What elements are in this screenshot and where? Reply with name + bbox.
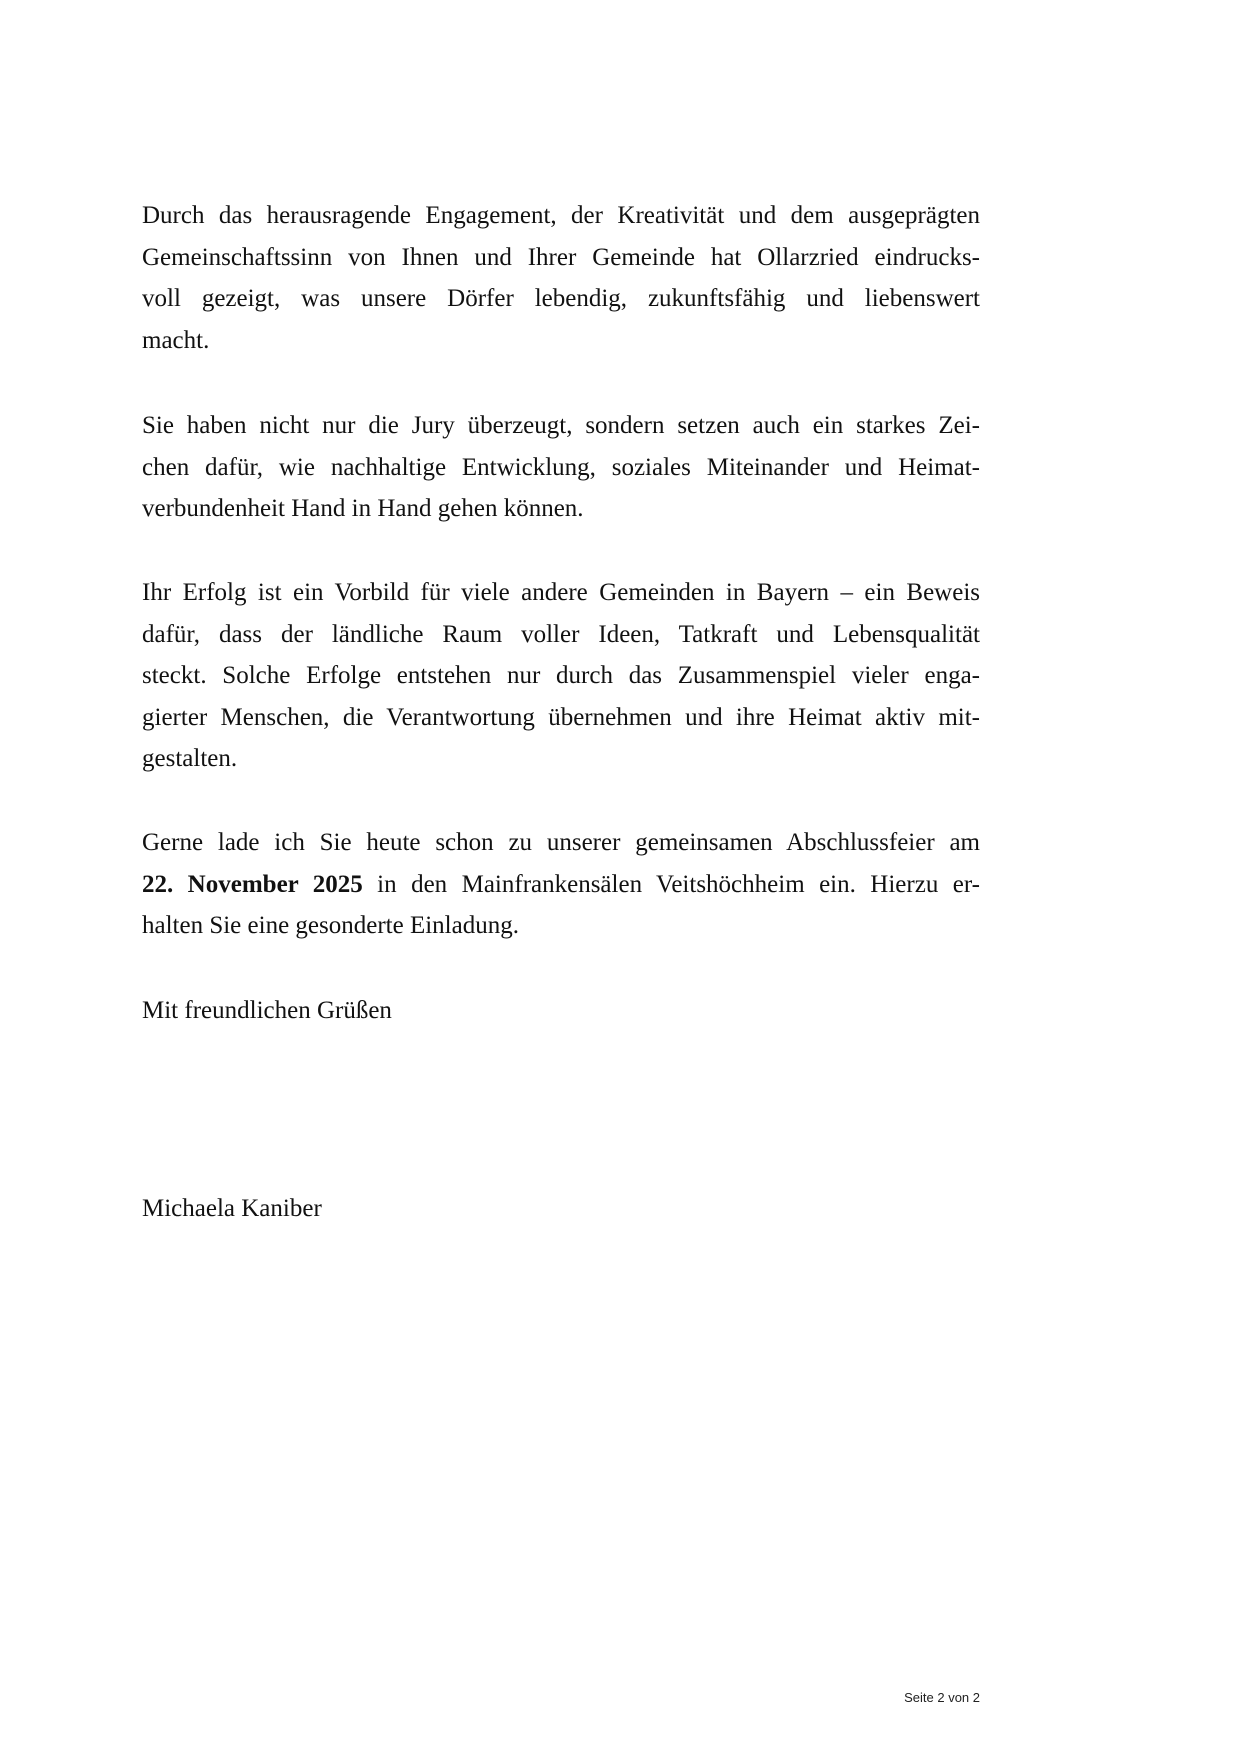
event-date: 22. November 2025: [142, 870, 363, 898]
text-line: Durch das herausragende Engagement, der Kreativität und dem ausgeprägten: [142, 202, 980, 229]
text-line: gestalten.: [142, 745, 238, 772]
signature-name: [142, 1188, 980, 1230]
text-line: [142, 864, 980, 906]
paragraph-invitation: [142, 822, 980, 947]
text-line: gierter Menschen, die Verantwortung übernehmen und ihre Heimat aktiv mit-: [142, 703, 980, 731]
text-line: Gemeinschaftssinn von Ihnen und Ihrer Gemeinde hat Ollarzried eindrucks-: [142, 243, 980, 271]
greeting-text: Mit freundlichen Grüßen: [142, 997, 392, 1024]
paragraph-engagement: [142, 195, 980, 361]
text-line: chen dafür, wie nachhaltige Entwicklung, soziales Miteinander und Heimat-: [142, 453, 980, 481]
closing-greeting: [142, 990, 980, 1032]
text-line: halten Sie eine gesonderte Einladung.: [142, 912, 519, 939]
text-line: Sie haben nicht nur die Jury überzeugt, sondern setzen auch ein starkes Zei-: [142, 412, 980, 439]
text-line: macht.: [142, 326, 210, 354]
paragraph-jury: [142, 405, 980, 530]
text-line: dafür, dass der ländliche Raum voller Ideen, Tatkraft und Lebensqualität: [142, 620, 980, 648]
text-line: steckt. Solche Erfolge entstehen nur durch das Zusammenspiel vieler enga-: [142, 662, 980, 689]
page-number: Seite 2 von 2: [904, 1690, 980, 1705]
event-location-text: in den Mainfrankensälen Veitshöchheim ein. Hierzu er-: [362, 870, 980, 898]
signature-text: Michaela Kaniber: [142, 1195, 322, 1222]
text-line: voll gezeigt, was unsere Dörfer lebendig, zukunftsfähig und liebenswert: [142, 285, 980, 312]
paragraph-success: [142, 572, 980, 780]
text-line: verbundenheit Hand in Hand gehen können.: [142, 495, 584, 522]
text-line: Ihr Erfolg ist ein Vorbild für viele andere Gemeinden in Bayern – ein Beweis: [142, 579, 980, 606]
text-line: Gerne lade ich Sie heute schon zu unserer gemeinsamen Abschlussfeier am: [142, 829, 980, 856]
